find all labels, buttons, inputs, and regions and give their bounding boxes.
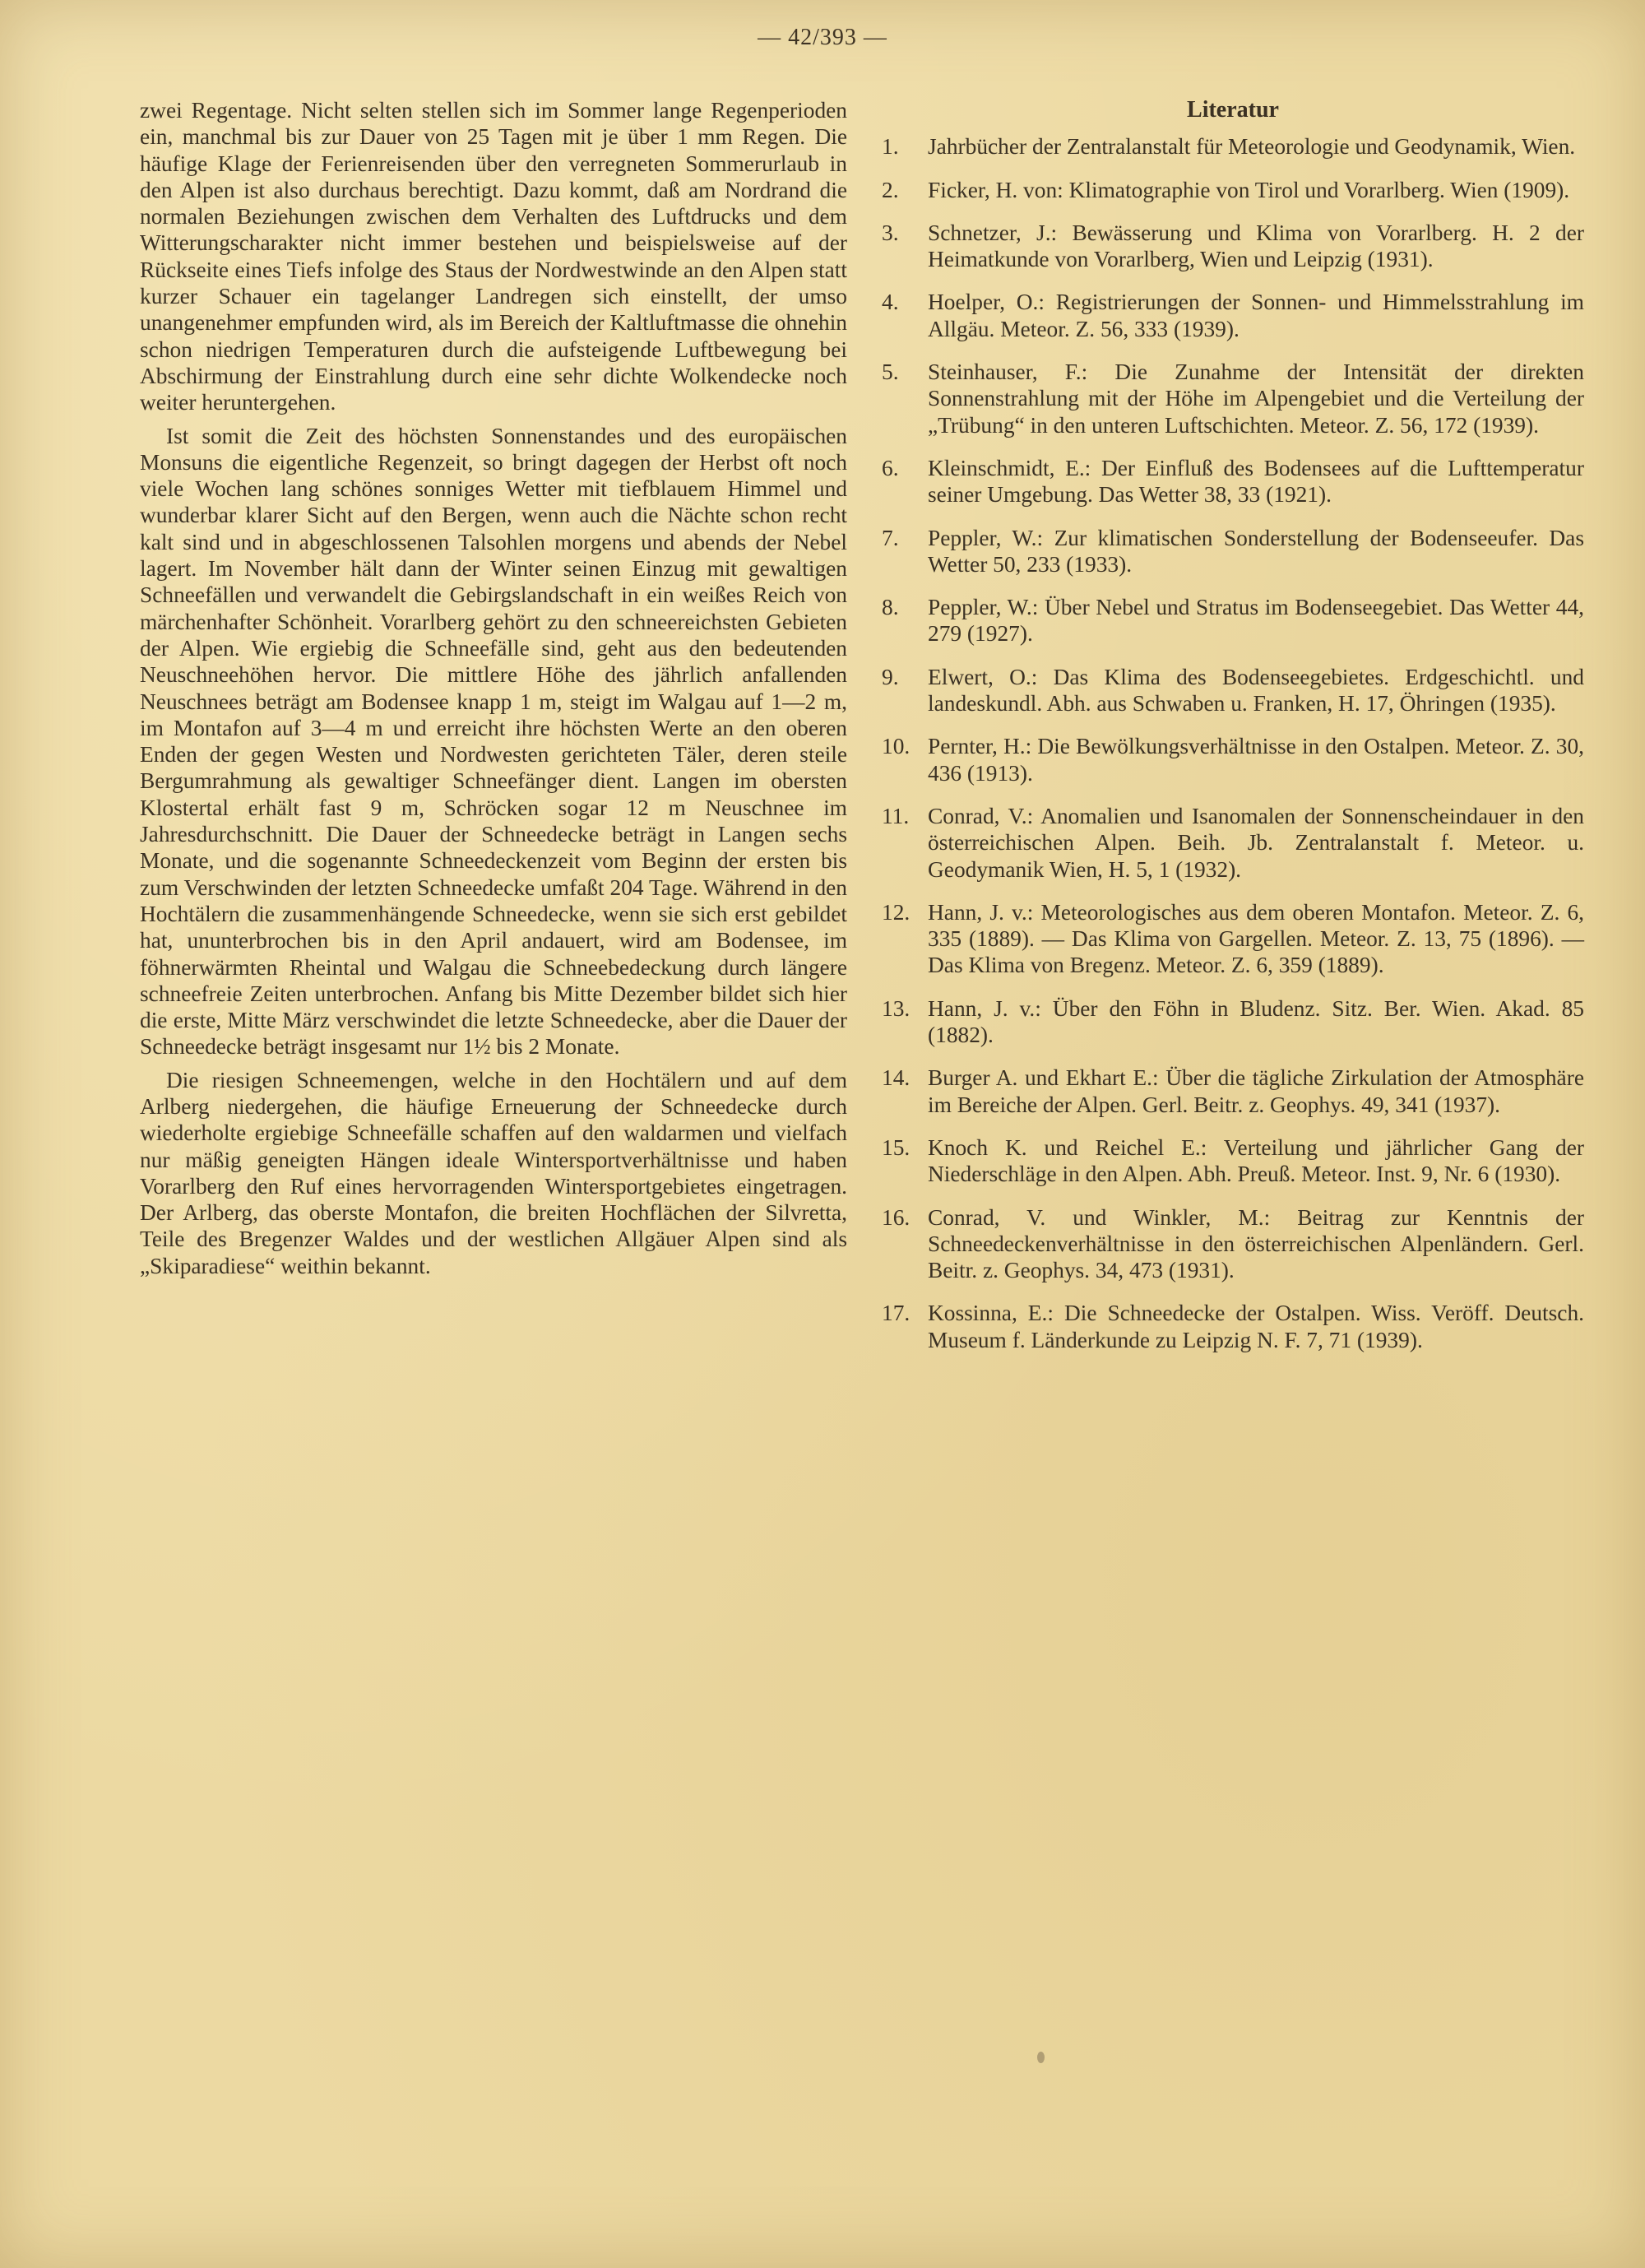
literature-heading: Literatur [1187, 97, 1279, 123]
reference-item [882, 899, 1584, 979]
reference-number: 2. [882, 177, 899, 202]
reference-number: 15. [882, 1134, 911, 1160]
reference-number: 16. [882, 1204, 911, 1230]
reference-item [882, 594, 1584, 647]
reference-item [882, 1300, 1584, 1353]
paragraph-3: Die riesigen Schneemengen, welche in den Hochtälern und auf dem Arlberg niedergehen, die häufige Erneuerung der Schneedecke durch wiederholte ergiebige Schneefälle schaffen auf den waldarmen und vielfach nur mäßig geneigten Hängen ideale Wintersportverhältnisse und haben Vorarlberg den Ruf eines hervorragenden Wintersportgebietes eingetragen. Der Arlberg, das oberste Montafon, die breiten Hochflächen der Silvretta, Teile des Bregenzer Waldes und der westlichen Allgäuer Alpen sind als „Skiparadiese“ weithin bekannt. [140, 1067, 847, 1278]
reference-item [882, 995, 1584, 1049]
reference-number: 1. [882, 134, 899, 160]
reference-number: 6. [882, 455, 899, 480]
reference-text: Hoelper, O.: Registrierungen der Sonnen- und Himmelsstrahlung im Allgäu. Meteor. Z. 56, 333 (1939). [928, 290, 1584, 341]
reference-text: Conrad, V.: Anomalien und Isanomalen der Sonnenscheindauer in den österreichischen Alpen. Beih. Jb. Zentralanstalt f. Meteor. u. Geodymanik Wien, H. 5, 1 (1932). [928, 803, 1584, 882]
reference-text: Schnetzer, J.: Bewässerung und Klima von Vorarlberg. H. 2 der Heimatkunde von Vorarlberg, Wien und Leipzig (1931). [928, 220, 1584, 272]
reference-text: Pernter, H.: Die Bewölkungsverhältnisse in den Ostalpen. Meteor. Z. 30, 436 (1913). [928, 734, 1584, 786]
reference-text: Burger A. und Ekhart E.: Über die tägliche Zirkulation der Atmosphäre im Bereiche der Alpen. Gerl. Beitr. z. Geophys. 49, 341 (1937). [928, 1065, 1584, 1117]
reference-item [882, 1134, 1584, 1188]
reference-number: 13. [882, 995, 911, 1021]
paragraph-2: Ist somit die Zeit des höchsten Sonnenstandes und des europäischen Monsuns die eigentliche Regenzeit, so bringt dagegen der Herbst oft noch viele Wochen lang schönes sonniges Wetter mit tiefblauem Himmel und wunderbar klarer Sicht auf den Bergen, wenn auch die Nächte schon recht kalt sind und in abgeschlossenen Talsohlen morgens und abends der Nebel lagert. Im November hält dann der Winter seinen Einzug mit gewaltigen Schneefällen und verwandelt die Gebirgslandschaft in ein weißes Reich von märchenhafter Schönheit. Vorarlberg gehört zu den schneereichsten Gebieten der Alpen. Wie ergiebig die Schneefälle sind, geht aus den bedeutenden Neuschneehöhen hervor. Die mittlere Höhe des jährlich anfallenden Neuschnees beträgt am Bodensee knapp 1 m, steigt im Walgau auf 1—2 m, im Montafon auf 3—4 m und erreicht ihre höchsten Werte an den oberen Enden der gegen Westen und Nordwesten gerichteten Täler, deren steile Bergumrahmung als gewaltiger Schneefänger dient. Langen im obersten Klostertal erhält fast 9 m, Schröcken sogar 12 m Neuschnee im Jahresdurchschnitt. Die Dauer der Schneedecke beträgt in Langen sechs Monate, und die sogenannte Schneedeckenzeit vom Beginn der ersten bis zum Verschwinden der letzten Schneedecke umfaßt 204 Tage. Während in den Hochtälern die zusammenhängende Schneedecke, wenn sie sich erst gebildet hat, ununterbrochen bis in den April andauert, wird am Bodensee, im föhnerwärmten Rheintal und Walgau die Schneebedeckung durch längere schneefreie Zeiten unterbrochen. Anfang bis Mitte Dezember bildet sich hier die erste, Mitte März verschwindet die letzte Schneedecke, aber die Dauer der Schneedecke beträgt insgesamt nur 1½ bis 2 Monate. [140, 423, 847, 1060]
reference-text: Conrad, V. und Winkler, M.: Beitrag zur Kenntnis der Schneedeckenverhältnisse in den österreichischen Alpenländern. Gerl. Beitr. z. Geophys. 34, 473 (1931). [928, 1204, 1584, 1283]
reference-list [882, 133, 1584, 1353]
reference-text: Hann, J. v.: Meteorologisches aus dem oberen Montafon. Meteor. Z. 6, 335 (1889). — Das Klima von Gargellen. Meteor. Z. 13, 75 (1896). — Das Klima von Bregenz. Meteor. Z. 6, 359 (1889). [928, 899, 1584, 978]
reference-number: 11. [882, 803, 910, 828]
reference-item [882, 664, 1584, 717]
literature-column [882, 97, 1584, 1370]
reference-item [882, 359, 1584, 438]
reference-number: 17. [882, 1301, 911, 1326]
reference-number: 5. [882, 359, 899, 385]
reference-item [882, 1204, 1584, 1284]
reference-text: Kleinschmidt, E.: Der Einfluß des Bodensees auf die Lufttemperatur seiner Umgebung. Das Wetter 38, 33 (1921). [928, 455, 1584, 508]
reference-number: 9. [882, 664, 899, 689]
reference-text: Jahrbücher der Zentralanstalt für Meteorologie und Geodynamik, Wien. [928, 134, 1576, 160]
reference-text: Ficker, H. von: Klimatographie von Tirol und Vorarlberg. Wien (1909). [928, 177, 1570, 202]
reference-item [882, 733, 1584, 786]
reference-item [882, 455, 1584, 508]
reference-number: 10. [882, 734, 911, 759]
reference-item [882, 525, 1584, 578]
reference-number: 8. [882, 595, 899, 620]
reference-number: 12. [882, 899, 911, 925]
reference-number: 3. [882, 220, 899, 245]
reference-text: Steinhauser, F.: Die Zunahme der Intensität der direkten Sonnenstrahlung mit der Höhe im Alpengebiet und die Verteilung der „Trübung“ in den unteren Luftschichten. Meteor. Z. 56, 172 (1939). [928, 359, 1584, 438]
reference-number: 14. [882, 1065, 911, 1091]
reference-item [882, 177, 1584, 203]
paper-speck [1037, 2052, 1045, 2063]
reference-text: Knoch K. und Reichel E.: Verteilung und jährlicher Gang der Niederschläge in den Alpen. Abh. Preuß. Meteor. Inst. 9, Nr. 6 (1930). [928, 1134, 1584, 1187]
reference-item [882, 803, 1584, 883]
reference-text: Peppler, W.: Zur klimatischen Sonderstellung der Bodenseeufer. Das Wetter 50, 233 (1933). [928, 525, 1584, 577]
reference-number: 4. [882, 290, 899, 315]
paragraph-1: zwei Regentage. Nicht selten stellen sich im Sommer lange Regenperioden ein, manchmal bis zur Dauer von 25 Tagen mit je über 1 mm Regen. Die häufige Klage der Ferienreisenden über den verregneten Sommerurlaub in den Alpen ist also durchaus berechtigt. Dazu kommt, daß am Nordrand die normalen Beziehungen zwischen dem Verhalten des Luftdrucks und dem Witterungscharakter nicht immer bestehen und beispielsweise auf der Rückseite eines Tiefs infolge des Staus der Nordwestwinde an den Alpen statt kurzer Schauer ein tagelanger Landregen sich einstellt, der umso unangenehmer empfunden wird, als im Bereich der Kaltluftmasse die ohnehin schon niedrigen Temperaturen durch die aufsteigende Luftbewegung bei Abschirmung der Einstrahlung durch eine sehr dichte Wolkendecke noch weiter heruntergehen. [140, 98, 847, 415]
reference-item [882, 289, 1584, 342]
reference-text: Hann, J. v.: Über den Föhn in Bludenz. Sitz. Ber. Wien. Akad. 85 (1882). [928, 995, 1584, 1048]
body-text-column [140, 97, 847, 1286]
reference-item [882, 1064, 1584, 1118]
reference-text: Peppler, W.: Über Nebel und Stratus im Bodenseegebiet. Das Wetter 44, 279 (1927). [928, 595, 1584, 647]
page-number: — 42/393 — [758, 25, 887, 50]
reference-item [882, 220, 1584, 273]
reference-number: 7. [882, 525, 899, 550]
reference-text: Elwert, O.: Das Klima des Bodenseegebietes. Erdgeschichtl. und landeskundl. Abh. aus Schwaben u. Franken, H. 17, Öhringen (1935). [928, 664, 1584, 717]
reference-text: Kossinna, E.: Die Schneedecke der Ostalpen. Wiss. Veröff. Deutsch. Museum f. Länderkunde zu Leipzig N. F. 7, 71 (1939). [928, 1301, 1584, 1352]
reference-item [882, 133, 1584, 160]
